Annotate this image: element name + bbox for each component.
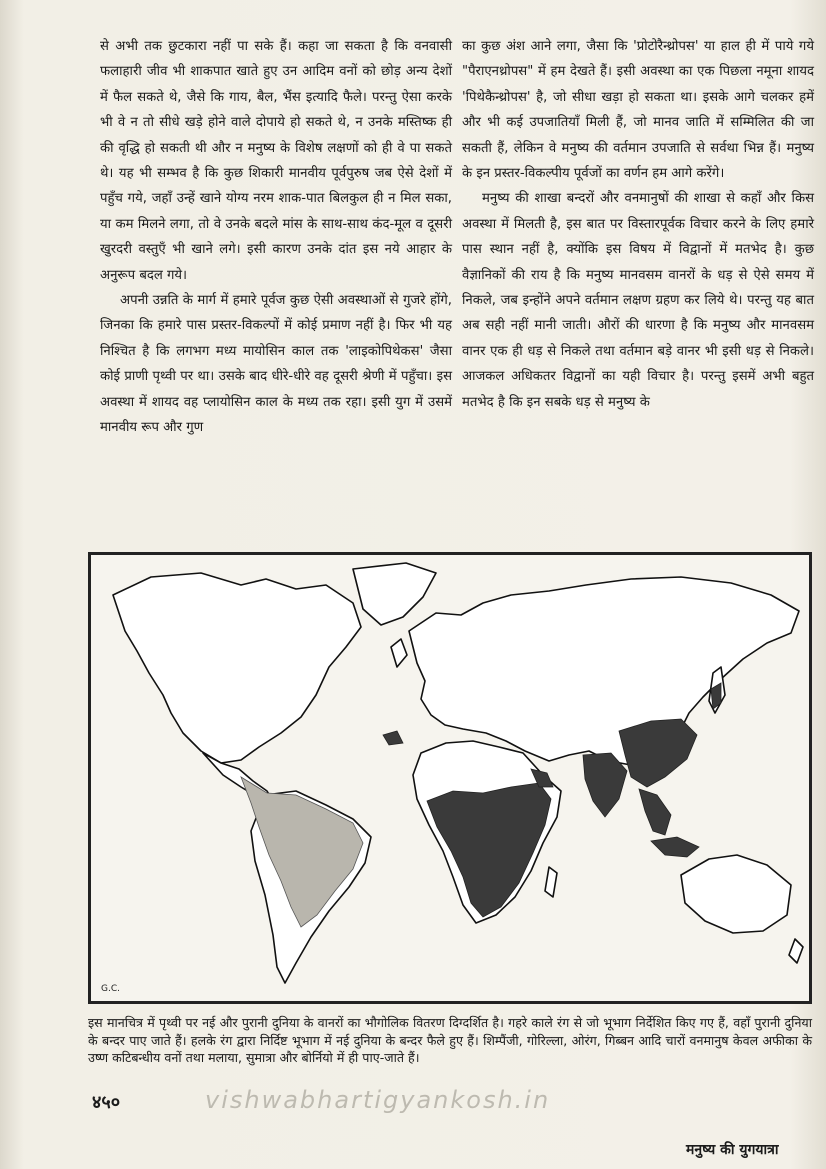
left-column-text bbox=[100, 34, 452, 441]
page-number: ४५० bbox=[92, 1092, 121, 1113]
eurasia-landmass bbox=[409, 577, 799, 765]
north-africa-monkey-region bbox=[383, 731, 403, 745]
world-map-svg bbox=[91, 555, 809, 1001]
east-asia-monkey-region bbox=[619, 719, 697, 787]
new-zealand-landmass bbox=[789, 939, 803, 963]
north-america-landmass bbox=[113, 573, 361, 763]
british-isles-landmass bbox=[391, 639, 407, 667]
map-land-outlines bbox=[113, 563, 803, 983]
running-title: मनुष्य की युगयात्रा bbox=[686, 1142, 779, 1158]
madagascar-landmass bbox=[545, 867, 557, 897]
map-credit-label: G.C. bbox=[101, 984, 120, 994]
right-paragraph-2: मनुष्य की शाखा बन्दरों और वनमानुषों की शाखा से कहाँ और किस अवस्था में मिलती है, इस बात पर विस्तारपूर्वक विचार करने के लिए हमारे पास स्थान नहीं है, क्योंकि इस विषय में विद्वानों में मतभेद है। कुछ वैज्ञानिकों की राय है कि मनुष्य मानवसम वानरों के धड़ से ऐसे समय में निकले, जब इन्होंने अपने वर्तमान लक्षण ग्रहण कर लिये थे। परन्तु यह बात अब सही नहीं मानी जाती। औरों की धारणा है कि मनुष्य और मानवसम वानर एक ही धड़ से निकले तथा वर्तमान बड़े वानर भी इसी धड़ से निकले। आजकल अधिकतर विद्वानों का यही विचार है। परन्तु इसमें अभी बहुत मतभेद है कि इन सबके धड़ से मनुष्य के bbox=[462, 191, 814, 410]
left-paragraph-2: अपनी उन्नति के मार्ग में हमारे पूर्वज कुछ ऐसी अवस्थाओं से गुजरे होंगे, जिनका कि हमारे पास प्रस्तर-विकल्पों में कोई प्रमाण नहीं है। फिर भी यह निश्चित है कि लगभग मध्य मायोसिन काल तक 'लाइकोपिथेकस' जैसा कोई प्राणी पृथ्वी पर था। उसके बाद धीरे-धीरे वह दूसरी श्रेणी में पहुँचा। इस अवस्था में शायद वह प्लायोसिन काल के मध्य तक रहा। इसी युग में उसमें मानवीय रूप और गुण bbox=[100, 293, 452, 436]
world-map-figure bbox=[88, 552, 812, 1004]
right-column-text bbox=[462, 34, 814, 415]
australia-landmass bbox=[681, 855, 791, 933]
watermark-text: vishwabhartigyankosh.in bbox=[205, 1086, 551, 1114]
right-paragraph-1: का कुछ अंश आने लगा, जैसा कि 'प्रोटोरैन्थ्रोपस' या हाल ही में पाये गये "पैराएनथ्रोपस" में हम देखते हैं। इसी अवस्था का एक पिछला नमूना शायद 'पिथेकैन्थ्रोपस' है, जो सीधा खड़ा हो सकता था। इसके आगे चलकर हमें और भी कई उपजातियाँ मिली हैं, जो मानव जाति में सम्मिलित की जा सकती हैं, लेकिन वे मनुष्य की वर्तमान उपजाति से सर्वथा भिन्न हैं। मनुष्य के इन प्रस्तर-विकल्पीय पूर्वजों का वर्णन हम आगे करेंगे। bbox=[462, 39, 814, 182]
southeast-asia-monkey-region bbox=[639, 789, 671, 835]
map-caption: इस मानचित्र में पृथ्वी पर नई और पुरानी दुनिया के वानरों का भौगोलिक वितरण दिग्दर्शित है। गहरे काले रंग से जो भूभाग निर्देशित किए गए हैं, वहाँ पुरानी दुनिया के बन्दर पाए जाते हैं। हलके रंग द्वारा निर्दिष्ट भूभाग में नई दुनिया के बन्दर फैले हुए हैं। शिम्पैंजी, गोरिल्ला, ओरंग, गिब्बन आदि चारों वनमानुष केवल अफीका के उष्ण कटिबन्धीय वनों तथा मलाया, सुमात्रा और बोर्नियो में ही पाए-जाते हैं। bbox=[88, 1015, 812, 1065]
greenland-landmass bbox=[353, 563, 436, 625]
indonesia-monkey-region bbox=[651, 837, 699, 857]
left-paragraph-1: से अभी तक छुटकारा नहीं पा सके हैं। कहा जा सकता है कि वनवासी फलाहारी जीव भी शाकपात खाते हुए उन आदिम वनों को छोड़ अन्य देशों में फैल सकते थे, जैसे कि गाय, बैल, भैंस इत्यादि फैले। परन्तु ऐसा करके भी वे न तो सीधे खड़े होने वाले दोपाये हो सकते थे, न उनके मस्तिष्क ही की वृद्धि हो सकती थी और न मनुष्य के विशेष लक्षणों को ही वे पा सकते थे। यह भी सम्भव है कि कुछ शिकारी मानवीय पूर्वपुरुष जब ऐसे देशों में पहुँच गये, जहाँ उन्हें खाने योग्य नरम शाक-पात बिलकुल ही न मिल सका, या कम मिलने लगा, तो वे उनके बदले मांस के साथ-साथ कंद-मूल व दूसरी खुरदरी वस्तुएँ भी खाने लगे। इसी कारण उनके दांत इस नये आहार के अनुरूप बदल गये। bbox=[100, 39, 452, 283]
